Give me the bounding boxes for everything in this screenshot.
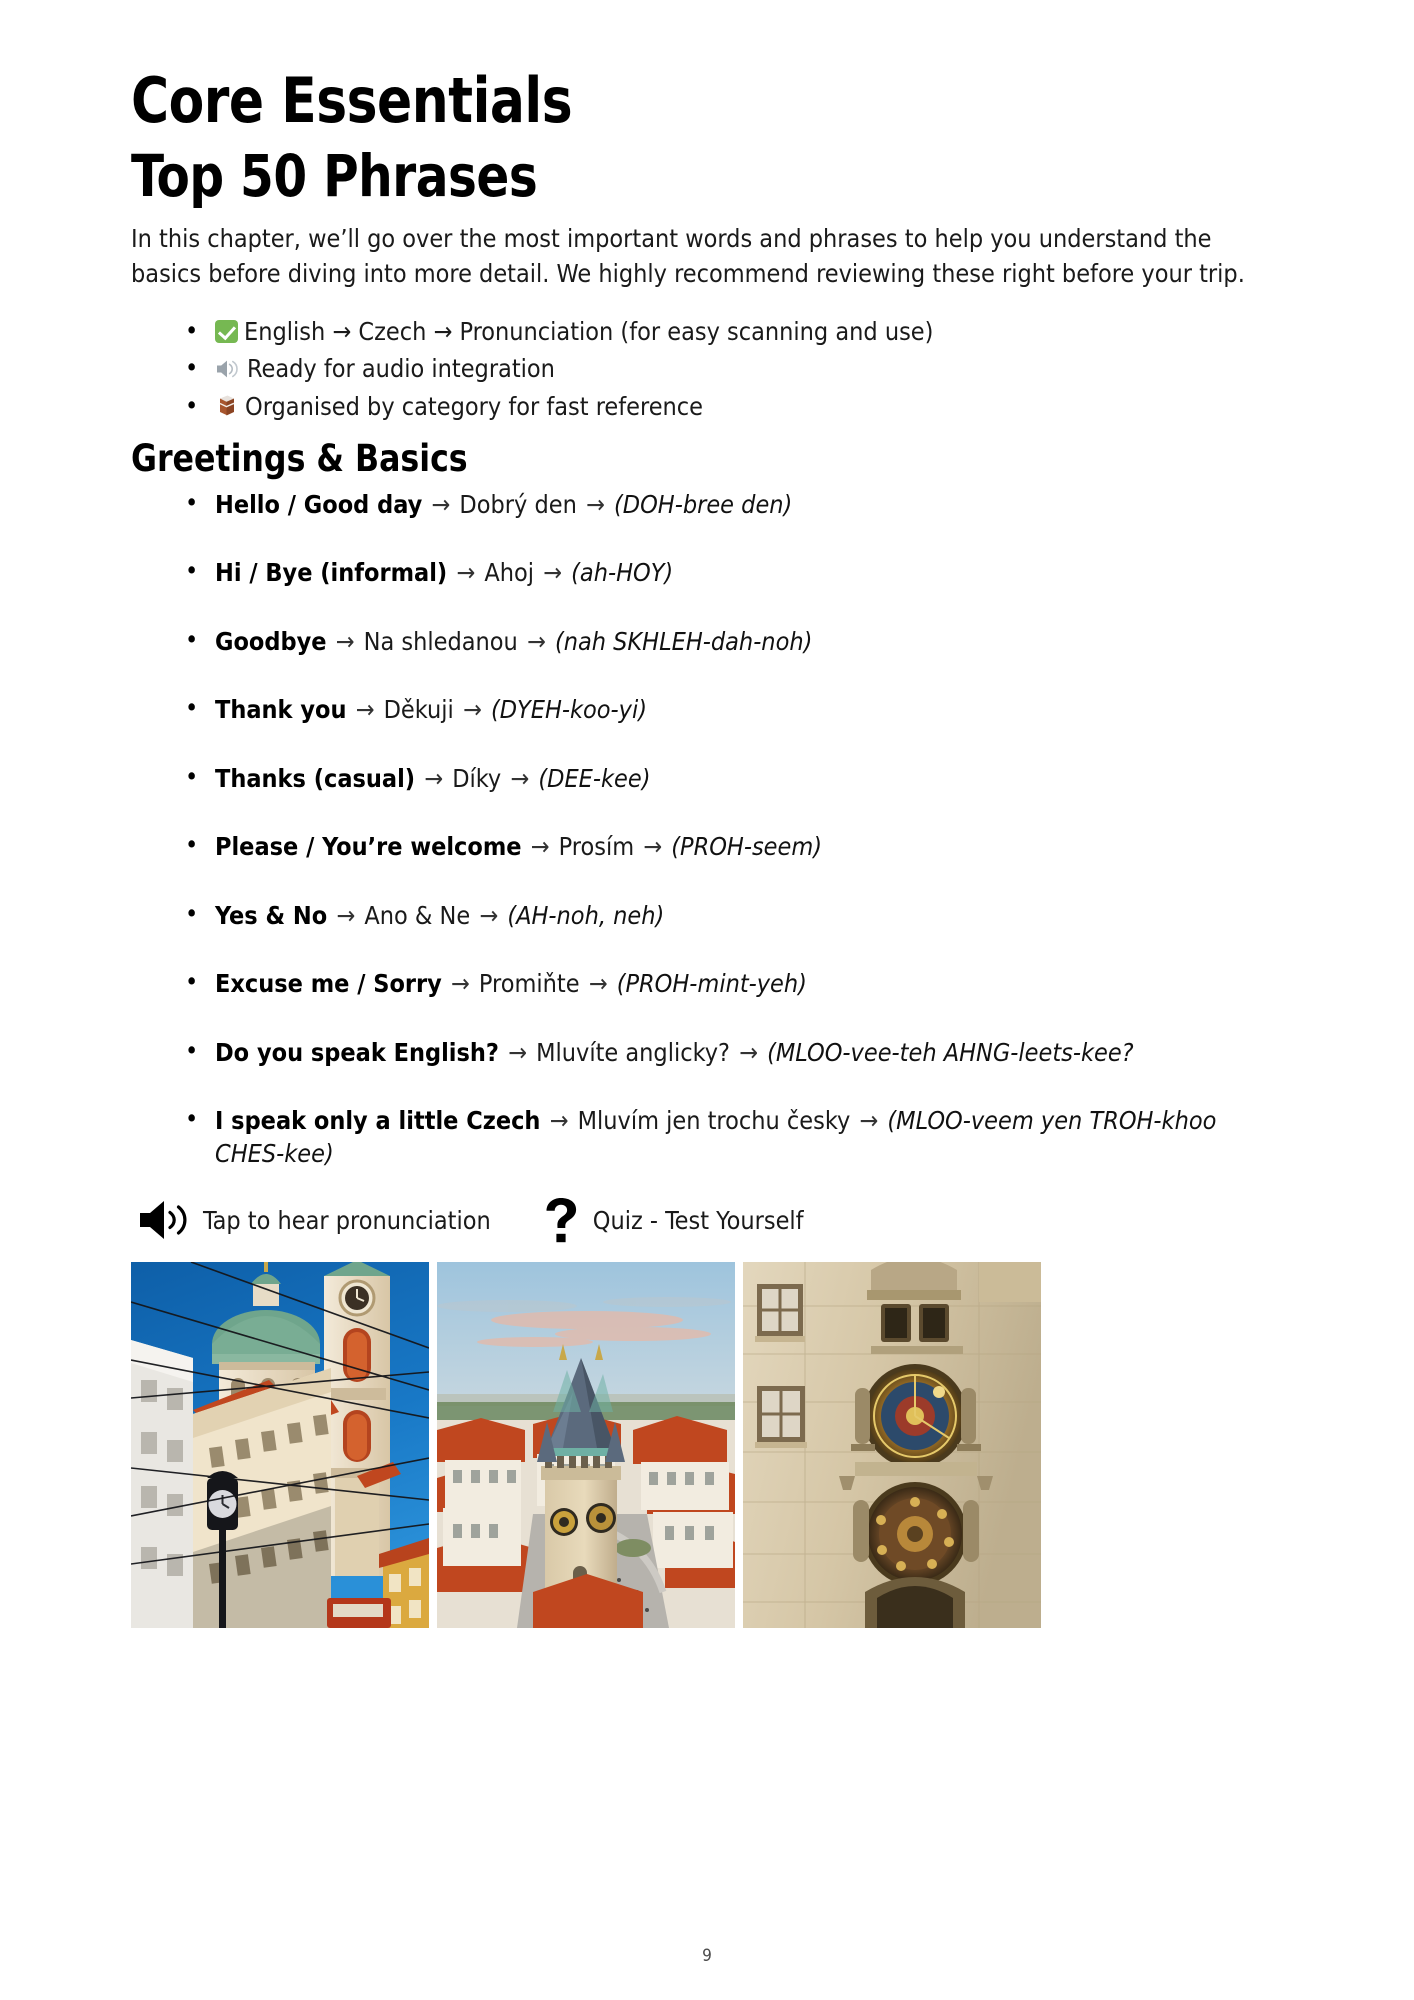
speaker-icon xyxy=(137,1197,193,1243)
photo-strip xyxy=(131,1262,1304,1628)
phrase-list xyxy=(131,489,1304,1171)
audio-label: Tap to hear pronunciation xyxy=(203,1205,491,1235)
phrase-czech: Mluvím jen trochu česky xyxy=(577,1106,851,1136)
phrase-english: Hi / Bye (informal) xyxy=(215,558,448,588)
arrow-separator: → xyxy=(523,832,557,862)
feature-text: English → Czech → Pronunciation (for easy scanning and use) xyxy=(244,316,934,346)
arrow-separator: → xyxy=(443,969,477,999)
phrase-pronunciation: (AH-noh, neh) xyxy=(507,900,665,930)
phrase-item[interactable] xyxy=(179,694,1289,727)
arrow-separator: → xyxy=(329,900,363,930)
phrase-pronunciation: (DOH-bree den) xyxy=(613,489,793,519)
phrase-pronunciation: (DEE-kee) xyxy=(538,763,651,793)
arrow-separator: → xyxy=(542,1106,576,1136)
phrase-item[interactable] xyxy=(179,900,1289,933)
page-number: 9 xyxy=(702,1946,712,1966)
quiz-button[interactable] xyxy=(541,1196,804,1244)
question-mark-icon xyxy=(541,1196,581,1244)
phrase-czech: Děkuji xyxy=(383,695,454,725)
arrow-separator: → xyxy=(578,489,612,519)
phrase-item[interactable] xyxy=(179,1105,1289,1170)
chapter-title: Core Essentials xyxy=(131,64,573,137)
check-mark-emoji-icon xyxy=(215,320,238,343)
arrow-separator: → xyxy=(500,1037,535,1067)
phrase-czech: Na shledanou xyxy=(363,626,518,656)
list-item xyxy=(179,314,1304,350)
arrow-separator: → xyxy=(519,626,553,656)
phrase-pronunciation: (nah SKHLEH-dah-noh) xyxy=(554,626,813,656)
phrase-pronunciation: (DYEH-koo-yi) xyxy=(490,695,648,725)
quiz-label: Quiz - Test Yourself xyxy=(592,1205,804,1235)
phrase-english: Thanks (casual) xyxy=(215,763,416,793)
photo-st-nicholas-church xyxy=(131,1262,429,1628)
arrow-separator: → xyxy=(731,1037,766,1067)
phrase-czech: Promiňte xyxy=(478,969,580,999)
arrow-separator: → xyxy=(852,1106,886,1136)
phrase-item[interactable] xyxy=(179,626,1289,659)
arrow-separator: → xyxy=(472,900,506,930)
arrow-separator: → xyxy=(417,763,451,793)
phrase-item[interactable] xyxy=(179,831,1289,864)
phrase-english: Hello / Good day xyxy=(215,489,423,519)
phrase-pronunciation: (MLOO-veem yen TROH-khoo CHES-kee) xyxy=(215,1106,1217,1168)
books-emoji-icon xyxy=(215,392,239,416)
phrase-item[interactable] xyxy=(179,489,1289,522)
arrow-separator: → xyxy=(348,695,382,725)
phrase-item[interactable] xyxy=(179,763,1289,796)
phrase-english: Excuse me / Sorry xyxy=(215,969,442,999)
phrase-czech: Díky xyxy=(452,763,502,793)
phrase-english: Do you speak English? xyxy=(215,1037,499,1067)
arrow-separator: → xyxy=(424,489,458,519)
arrow-separator: → xyxy=(449,558,483,588)
list-item xyxy=(179,351,1304,387)
phrase-czech: Ano & Ne xyxy=(364,900,471,930)
phrase-english: Goodbye xyxy=(215,626,327,656)
phrase-pronunciation: (ah-HOY) xyxy=(571,558,674,588)
feature-text: Organised by category for fast reference xyxy=(245,391,704,421)
arrow-separator: → xyxy=(503,763,537,793)
chapter-subtitle: Top 50 Phrases xyxy=(131,141,538,210)
intro-paragraph: In this chapter, we’ll go over the most important words and phrases to help you understand the basics before diving into more detail. We highly recommend reviewing these right before your trip. xyxy=(131,223,1245,289)
list-item xyxy=(179,389,1304,425)
photo-old-town-square xyxy=(437,1262,735,1628)
phrase-item[interactable] xyxy=(179,557,1289,590)
arrow-separator: → xyxy=(328,626,362,656)
phrase-czech: Mluvíte anglicky? xyxy=(536,1037,730,1067)
tap-to-hear-pronunciation-button[interactable] xyxy=(137,1197,491,1243)
phrase-english: Thank you xyxy=(215,695,347,725)
phrase-pronunciation: (MLOO-vee-teh AHNG-leets-kee? xyxy=(767,1037,1134,1067)
feature-list xyxy=(131,314,1304,425)
phrase-czech: Ahoj xyxy=(484,558,534,588)
speaker-emoji-icon xyxy=(215,354,241,376)
phrase-item[interactable] xyxy=(179,968,1289,1001)
phrase-czech: Prosím xyxy=(558,832,635,862)
photo-astronomical-clock xyxy=(743,1262,1041,1628)
arrow-separator: → xyxy=(455,695,489,725)
feature-text: Ready for audio integration xyxy=(247,354,555,384)
arrow-separator: → xyxy=(636,832,670,862)
phrase-english: Please / You’re welcome xyxy=(215,832,522,862)
phrase-english: I speak only a little Czech xyxy=(215,1106,541,1136)
phrase-item[interactable] xyxy=(179,1037,1289,1070)
arrow-separator: → xyxy=(581,969,615,999)
phrase-pronunciation: (PROH-mint-yeh) xyxy=(616,969,807,999)
action-row xyxy=(131,1196,1304,1244)
phrase-english: Yes & No xyxy=(215,900,328,930)
arrow-separator: → xyxy=(536,558,570,588)
phrase-czech: Dobrý den xyxy=(459,489,577,519)
section-heading-greetings: Greetings & Basics xyxy=(131,437,468,481)
phrase-pronunciation: (PROH-seem) xyxy=(671,832,823,862)
